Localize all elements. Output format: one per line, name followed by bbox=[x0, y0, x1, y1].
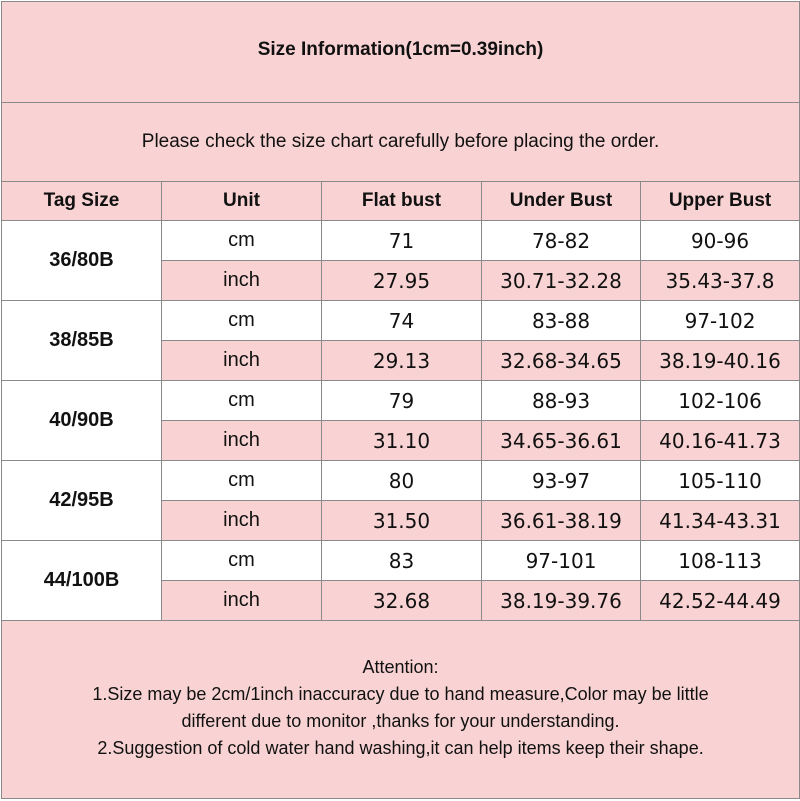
upper-bust-cell: 108-113 bbox=[641, 541, 800, 581]
header-tag-size: Tag Size bbox=[2, 182, 162, 221]
size-chart-sheet bbox=[1, 1, 799, 799]
unit-cell: inch bbox=[162, 501, 322, 541]
flat-bust-cell: 29.13 bbox=[322, 341, 482, 381]
tag-size-cell: 36/80B bbox=[2, 221, 162, 301]
under-bust-cell: 88-93 bbox=[482, 381, 641, 421]
under-bust-cell: 30.71-32.28 bbox=[482, 261, 641, 301]
upper-bust-cell: 102-106 bbox=[641, 381, 800, 421]
unit-cell: cm bbox=[162, 541, 322, 581]
under-bust-cell: 78-82 bbox=[482, 221, 641, 261]
tag-size-cell: 44/100B bbox=[2, 541, 162, 621]
page-title: Size Information(1cm=0.39inch) bbox=[257, 39, 544, 60]
unit-cell: inch bbox=[162, 421, 322, 461]
flat-bust-cell: 31.50 bbox=[322, 501, 482, 541]
under-bust-cell: 36.61-38.19 bbox=[482, 501, 641, 541]
attention-line: 1.Size may be 2cm/1inch inaccuracy due to hand measure,Color may be little bbox=[92, 683, 709, 704]
under-bust-cell: 97-101 bbox=[482, 541, 641, 581]
attention-heading: Attention: bbox=[362, 656, 439, 677]
flat-bust-cell: 31.10 bbox=[322, 421, 482, 461]
flat-bust-cell: 80 bbox=[322, 461, 482, 501]
header-unit: Unit bbox=[162, 182, 322, 221]
under-bust-cell: 83-88 bbox=[482, 301, 641, 341]
size-table-body bbox=[2, 2, 800, 799]
title-row bbox=[2, 2, 800, 103]
header-under-bust: Under Bust bbox=[482, 182, 641, 221]
unit-cell: cm bbox=[162, 221, 322, 261]
attention-line: 2.Suggestion of cold water hand washing,it can help items keep their shape. bbox=[97, 737, 704, 758]
unit-cell: cm bbox=[162, 301, 322, 341]
unit-cell: cm bbox=[162, 381, 322, 421]
size-row-cm bbox=[2, 461, 800, 501]
upper-bust-cell: 41.34-43.31 bbox=[641, 501, 800, 541]
header-row bbox=[2, 182, 800, 221]
upper-bust-cell: 38.19-40.16 bbox=[641, 341, 800, 381]
upper-bust-cell: 105-110 bbox=[641, 461, 800, 501]
size-row-cm bbox=[2, 301, 800, 341]
attention-notes bbox=[2, 654, 799, 766]
under-bust-cell: 34.65-36.61 bbox=[482, 421, 641, 461]
upper-bust-cell: 42.52-44.49 bbox=[641, 581, 800, 621]
upper-bust-cell: 90-96 bbox=[641, 221, 800, 261]
notice-row bbox=[2, 103, 800, 182]
header-upper-bust: Upper Bust bbox=[641, 182, 800, 221]
size-row-cm bbox=[2, 381, 800, 421]
size-row-cm bbox=[2, 541, 800, 581]
notice-text: Please check the size chart carefully before placing the order. bbox=[2, 103, 800, 182]
unit-cell: inch bbox=[162, 261, 322, 301]
upper-bust-cell: 35.43-37.8 bbox=[641, 261, 800, 301]
size-table bbox=[1, 1, 800, 799]
tag-size-cell: 40/90B bbox=[2, 381, 162, 461]
size-row-cm bbox=[2, 221, 800, 261]
flat-bust-cell: 79 bbox=[322, 381, 482, 421]
header-flat-bust: Flat bust bbox=[322, 182, 482, 221]
unit-cell: cm bbox=[162, 461, 322, 501]
upper-bust-cell: 40.16-41.73 bbox=[641, 421, 800, 461]
unit-cell: inch bbox=[162, 341, 322, 381]
tag-size-cell: 42/95B bbox=[2, 461, 162, 541]
upper-bust-cell: 97-102 bbox=[641, 301, 800, 341]
under-bust-cell: 93-97 bbox=[482, 461, 641, 501]
under-bust-cell: 32.68-34.65 bbox=[482, 341, 641, 381]
flat-bust-cell: 32.68 bbox=[322, 581, 482, 621]
unit-cell: inch bbox=[162, 581, 322, 621]
attention-line: different due to monitor ,thanks for your understanding. bbox=[181, 710, 620, 731]
tag-size-cell: 38/85B bbox=[2, 301, 162, 381]
under-bust-cell: 38.19-39.76 bbox=[482, 581, 641, 621]
attention-cell bbox=[2, 621, 800, 799]
attention-row bbox=[2, 621, 800, 799]
title-cell bbox=[2, 2, 800, 103]
flat-bust-cell: 74 bbox=[322, 301, 482, 341]
flat-bust-cell: 71 bbox=[322, 221, 482, 261]
flat-bust-cell: 83 bbox=[322, 541, 482, 581]
flat-bust-cell: 27.95 bbox=[322, 261, 482, 301]
